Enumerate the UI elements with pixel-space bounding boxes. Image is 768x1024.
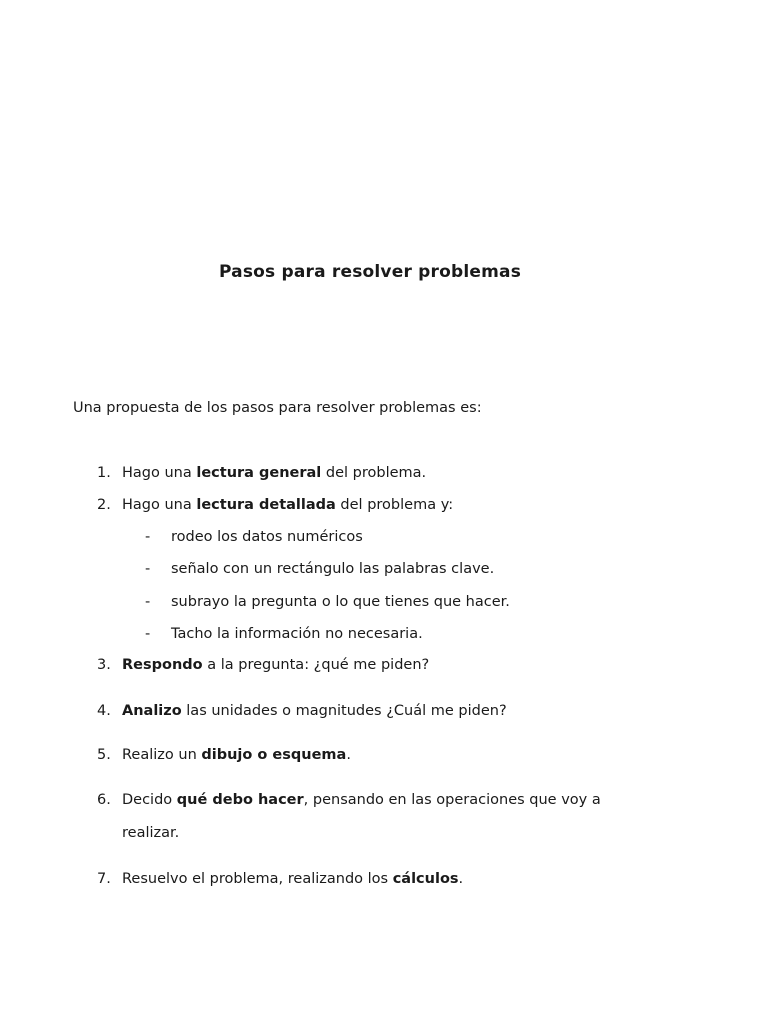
emphasis-text: cálculos bbox=[392, 871, 459, 887]
sub-item-text: señalo con un rectángulo las palabras clave. bbox=[171, 561, 495, 577]
step-text: Realizo un dibujo o esquema. bbox=[122, 747, 351, 763]
step-text: Respondo a la pregunta: ¿qué me piden? bbox=[122, 657, 430, 673]
emphasis-text: dibujo o esquema bbox=[201, 747, 347, 763]
step-number: 5. bbox=[97, 747, 111, 763]
emphasis-text: lectura general bbox=[196, 465, 322, 481]
dash-marker: - bbox=[145, 626, 151, 642]
sub-item-text: subrayo la pregunta o lo que tienes que hacer. bbox=[171, 594, 510, 610]
step-number: 1. bbox=[97, 465, 111, 481]
step-number: 3. bbox=[97, 657, 111, 673]
emphasis-text: lectura detallada bbox=[196, 497, 336, 513]
emphasis-text: Respondo bbox=[122, 657, 203, 673]
step-text: Hago una lectura general del problema. bbox=[122, 465, 427, 481]
step-text: Resuelvo el problema, realizando los cálculos. bbox=[122, 871, 464, 887]
emphasis-text: Analizo bbox=[122, 703, 182, 719]
emphasis-text: qué debo hacer bbox=[176, 792, 304, 808]
step-text: Analizo las unidades o magnitudes ¿Cuál me piden? bbox=[122, 703, 507, 719]
step-text: Decido qué debo hacer, pensando en las operaciones que voy a bbox=[122, 792, 601, 808]
step-continuation-text: realizar. bbox=[122, 825, 180, 841]
document-title: Pasos para resolver problemas bbox=[218, 262, 522, 282]
step-number: 7. bbox=[97, 871, 111, 887]
sub-item-text: Tacho la información no necesaria. bbox=[171, 626, 423, 642]
step-number: 4. bbox=[97, 703, 111, 719]
step-number: 2. bbox=[97, 497, 111, 513]
sub-item-text: rodeo los datos numéricos bbox=[171, 529, 363, 545]
dash-marker: - bbox=[145, 594, 151, 610]
dash-marker: - bbox=[145, 529, 151, 545]
step-number: 6. bbox=[97, 792, 111, 808]
dash-marker: - bbox=[145, 561, 151, 577]
intro-paragraph: Una propuesta de los pasos para resolver problemas es: bbox=[73, 400, 482, 416]
step-text: Hago una lectura detallada del problema y: bbox=[122, 497, 454, 513]
